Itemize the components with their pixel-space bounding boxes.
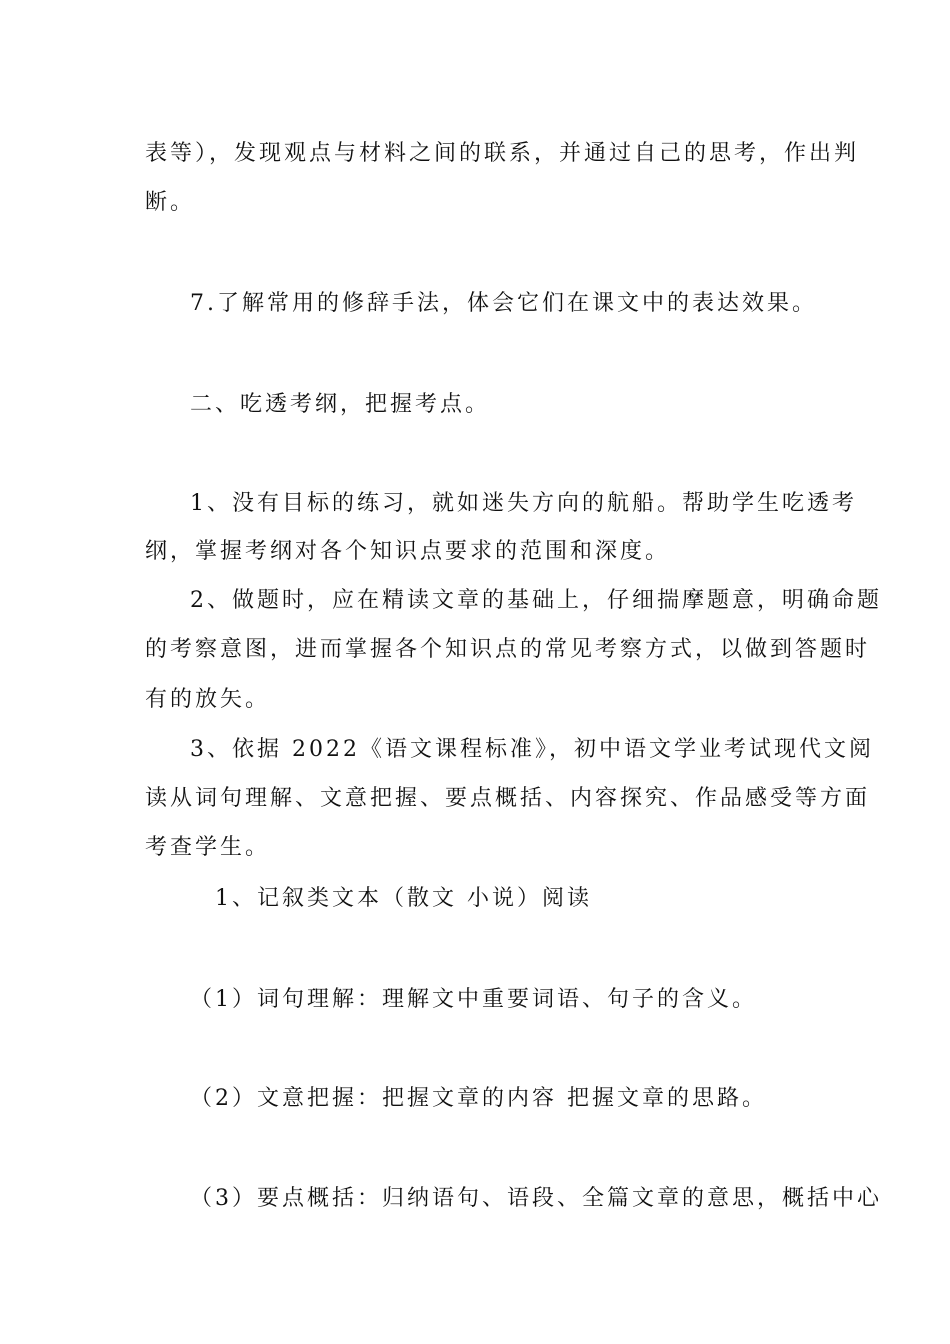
text-line: 读从词句理解、文意把握、要点概括、内容探究、作品感受等方面 — [145, 786, 871, 811]
text-line: 7.了解常用的修辞手法，体会它们在课文中的表达效果。 — [190, 291, 817, 316]
text-line: 断。 — [145, 190, 196, 215]
text-line: 3、依据 2022《语文课程标准》，初中语文学业考试现代文阅 — [190, 737, 874, 762]
text-line: 的考察意图，进而掌握各个知识点的常见考察方式，以做到答题时 — [145, 637, 871, 662]
text-line: 有的放矢。 — [145, 687, 271, 712]
list-item: （2）文意把握：把握文章的内容 把握文章的思路。 — [190, 1086, 767, 1111]
text-line: 2、做题时，应在精读文章的基础上，仔细揣摩题意，明确命题 — [190, 588, 882, 613]
list-item: （1）词句理解：理解文中重要词语、句子的含义。 — [190, 987, 757, 1012]
text-line: 表等），发现观点与材料之间的联系，并通过自己的思考，作出判 — [145, 141, 860, 166]
subsection-heading: 1、记叙类文本（散文 小说）阅读 — [215, 886, 592, 911]
text-line: 纲，掌握考纲对各个知识点要求的范围和深度。 — [145, 539, 671, 564]
text-line: 1、没有目标的练习，就如迷失方向的航船。帮助学生吃透考 — [190, 491, 857, 516]
text-line: 考查学生。 — [145, 835, 271, 860]
section-heading: 二、吃透考纲，把握考点。 — [190, 392, 491, 417]
list-item: （3）要点概括：归纳语句、语段、全篇文章的意思，概括中心 — [190, 1186, 882, 1211]
